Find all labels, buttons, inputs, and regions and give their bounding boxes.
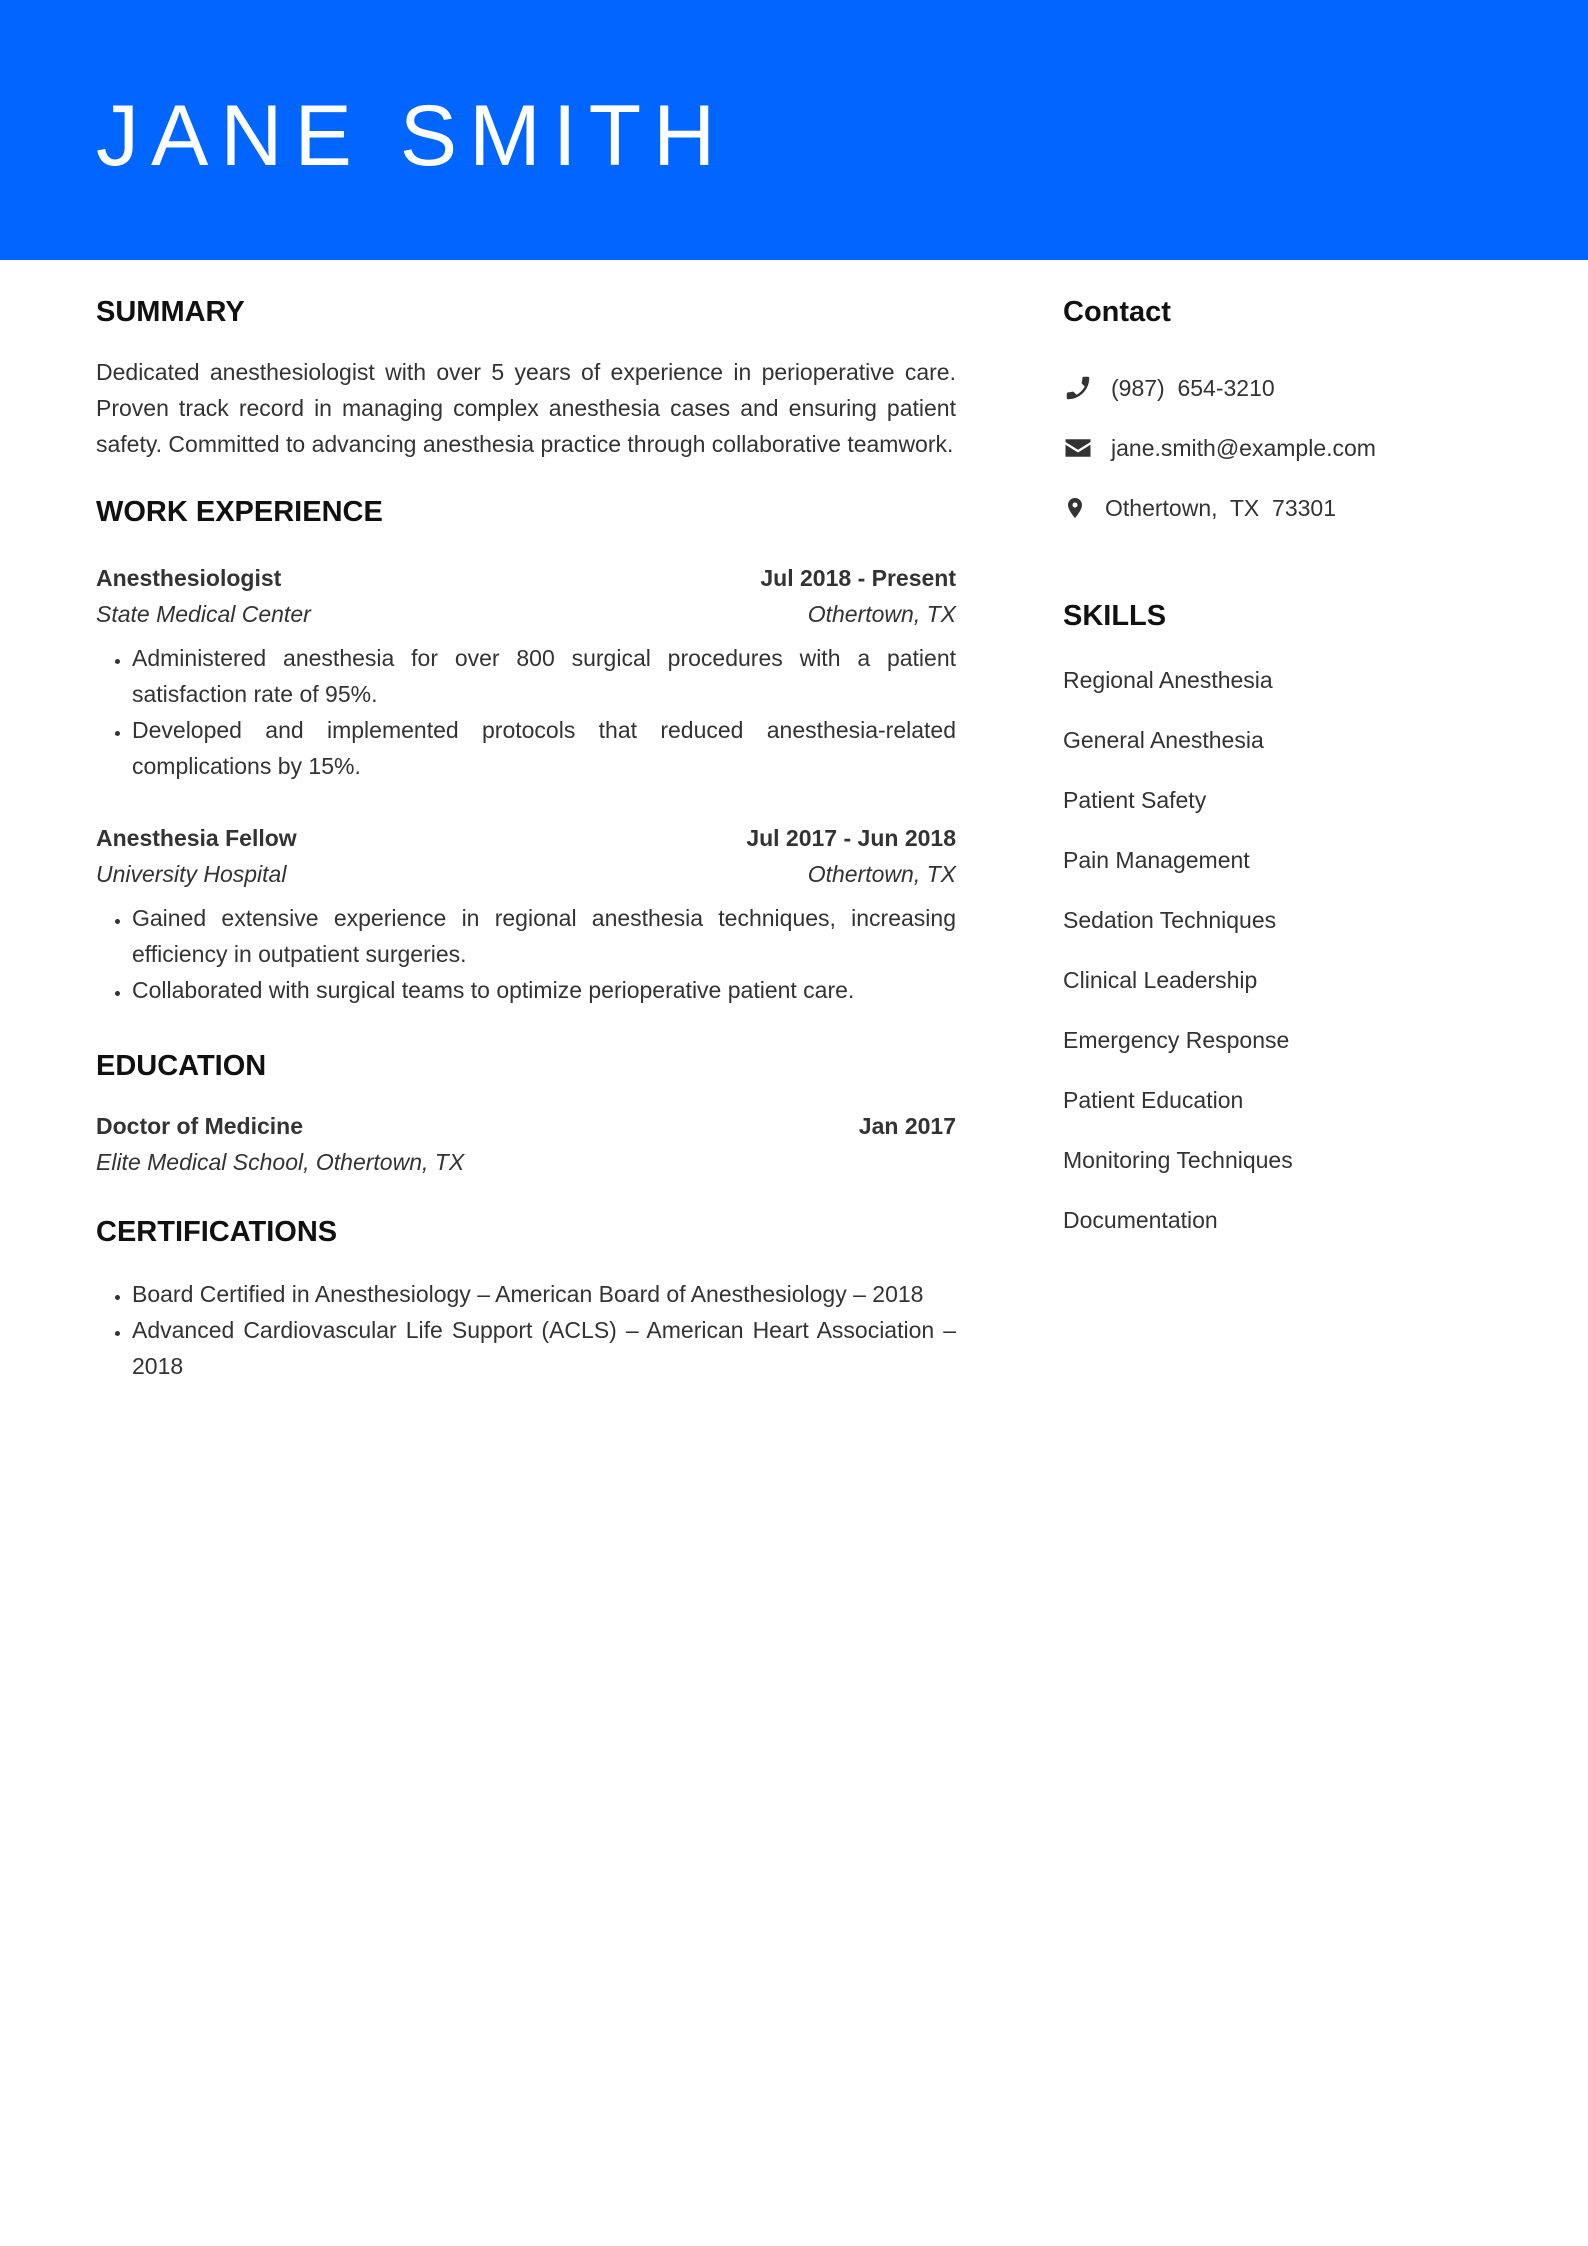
skill-item: General Anesthesia xyxy=(1063,727,1264,753)
skills-list xyxy=(1063,650,1493,1250)
contact-email xyxy=(1063,418,1493,478)
job-dates: Jul 2017 - Jun 2018 xyxy=(746,825,956,851)
envelope-icon xyxy=(1063,433,1093,463)
job-bullets xyxy=(96,640,956,784)
contact-address xyxy=(1063,478,1493,538)
sidebar-column xyxy=(1063,290,1493,1250)
skill-item: Monitoring Techniques xyxy=(1063,1147,1293,1173)
map-marker-icon xyxy=(1063,493,1087,523)
job-bullet: • Administered anesthesia for over 800 surgical procedures with a patient satisfaction rate of 95%. xyxy=(132,640,956,712)
skill-item: Patient Education xyxy=(1063,1087,1244,1113)
job-location: Othertown, TX xyxy=(807,601,956,627)
skills-heading: SKILLS xyxy=(1063,600,1167,632)
degree: Doctor of Medicine xyxy=(96,1113,304,1139)
job-location: Othertown, TX xyxy=(807,861,956,887)
phone-icon xyxy=(1063,373,1093,403)
skill-item: Regional Anesthesia xyxy=(1063,667,1273,693)
skill-item: Clinical Leadership xyxy=(1063,967,1258,993)
contact-list xyxy=(1063,358,1493,538)
certification-item: • Advanced Cardiovascular Life Support (ACLS) – American Heart Association – 2018 xyxy=(132,1312,956,1384)
degree-date: Jan 2017 xyxy=(858,1113,956,1139)
job-employer: University Hospital xyxy=(96,861,287,887)
education-entry xyxy=(96,1108,956,1180)
job-entry xyxy=(96,820,956,1008)
certifications-heading: CERTIFICATIONS xyxy=(96,1216,338,1248)
job-bullet: • Collaborated with surgical teams to optimize perioperative patient care. xyxy=(132,972,956,1008)
job-bullet: • Gained extensive experience in regional anesthesia techniques, increasing efficiency in outpatient surgeries. xyxy=(132,900,956,972)
skill-item: Pain Management xyxy=(1063,847,1250,873)
job-title: Anesthesia Fellow xyxy=(96,825,297,851)
contact-heading: Contact xyxy=(1063,296,1171,328)
skill-item: Patient Safety xyxy=(1063,787,1207,813)
email-address[interactable]: jane.smith@example.com xyxy=(1111,434,1376,461)
phone-number[interactable]: (987) 654-3210 xyxy=(1111,374,1275,401)
main-column xyxy=(96,290,956,1384)
job-employer: State Medical Center xyxy=(96,601,311,627)
skill-item: Emergency Response xyxy=(1063,1027,1290,1053)
summary-heading: SUMMARY xyxy=(96,296,245,328)
skill-item: Sedation Techniques xyxy=(1063,907,1277,933)
education-heading: EDUCATION xyxy=(96,1050,267,1082)
school: Elite Medical School, Othertown, TX xyxy=(96,1149,465,1175)
header-banner xyxy=(0,0,1588,260)
job-title: Anesthesiologist xyxy=(96,565,282,591)
job-bullet: • Developed and implemented protocols that reduced anesthesia-related complications by 15%. xyxy=(132,712,956,784)
certification-item: • Board Certified in Anesthesiology – American Board of Anesthesiology – 2018 xyxy=(132,1276,956,1312)
address: Othertown, TX 73301 xyxy=(1105,494,1336,521)
skill-item: Documentation xyxy=(1063,1207,1218,1233)
candidate-name: JANE SMITH xyxy=(96,88,728,184)
summary-text: Dedicated anesthesiologist with over 5 years of experience in perioperative care. Proven track record in managing complex anesthesia cases and ensuring patient safety. Committed to advancing anesthesia practice through collaborative teamwork. xyxy=(96,359,956,457)
job-dates: Jul 2018 - Present xyxy=(760,565,956,591)
contact-phone xyxy=(1063,358,1493,418)
job-entry xyxy=(96,560,956,784)
job-bullets xyxy=(96,900,956,1008)
work-experience-heading: WORK EXPERIENCE xyxy=(96,496,383,528)
certifications-list xyxy=(96,1276,956,1384)
